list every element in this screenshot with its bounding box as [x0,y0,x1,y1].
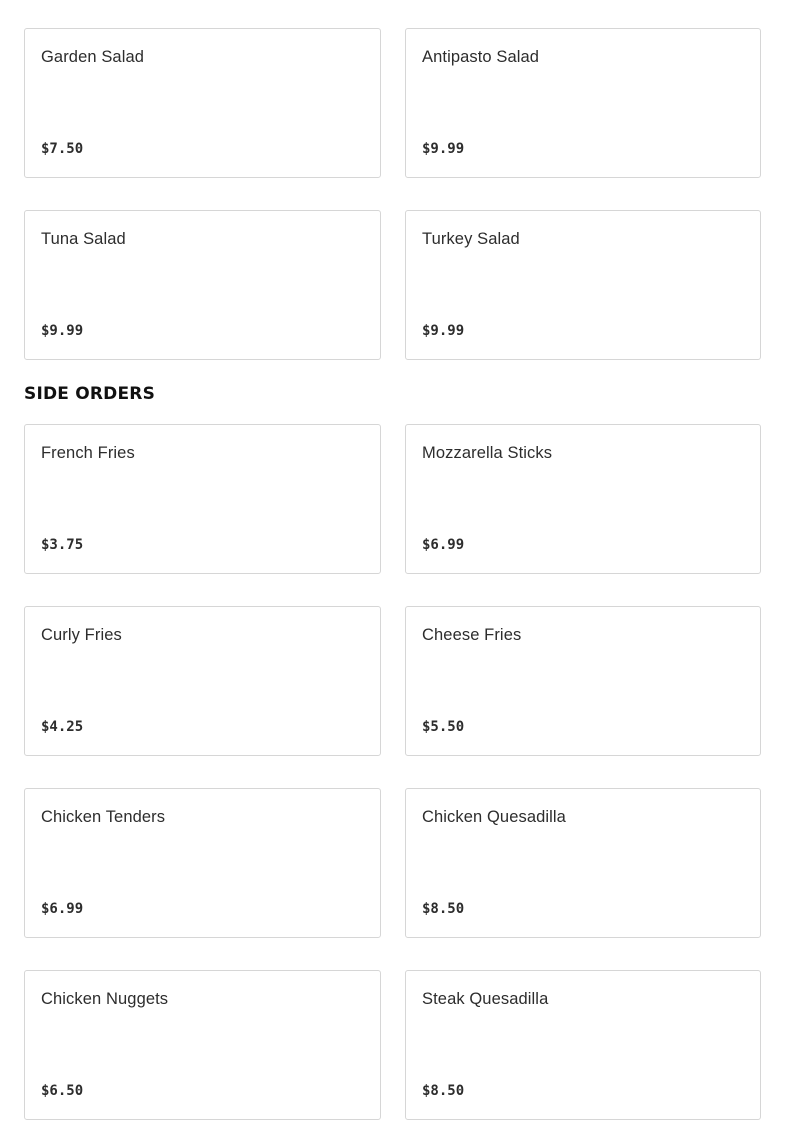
menu-item-card[interactable] [405,970,761,1120]
menu-item-card[interactable] [405,788,761,938]
menu-item-card[interactable] [24,28,381,178]
menu-item-name: Turkey Salad [422,230,520,248]
menu-item-name: French Fries [41,444,135,462]
menu-item-card[interactable] [24,210,381,360]
menu-item-price: $3.75 [41,537,84,553]
menu-item-name: Garden Salad [41,48,145,66]
menu-item-name: Antipasto Salad [422,48,540,66]
menu-item-price: $6.99 [41,901,84,917]
menu-item-card[interactable] [405,28,761,178]
section-heading-side-orders: SIDE ORDERS [24,384,156,404]
menu-item-price: $9.99 [422,141,465,157]
menu-item-price: $8.50 [422,1083,465,1099]
menu-item-price: $9.99 [422,323,465,339]
menu-item-card[interactable] [405,210,761,360]
menu-item-card[interactable] [405,606,761,756]
menu-item-name: Mozzarella Sticks [422,444,553,462]
menu-item-name: Curly Fries [41,626,122,644]
menu-item-card[interactable] [24,606,381,756]
menu-item-name: Chicken Tenders [41,808,166,826]
menu-item-card[interactable] [405,424,761,574]
menu-item-price: $6.99 [422,537,465,553]
menu-item-name: Chicken Quesadilla [422,808,566,826]
menu-item-name: Cheese Fries [422,626,522,644]
menu-item-name: Chicken Nuggets [41,990,169,1008]
menu-item-price: $6.50 [41,1083,84,1099]
menu-item-name: Steak Quesadilla [422,990,549,1008]
menu-item-price: $9.99 [41,323,84,339]
side-orders-menu-grid [24,424,761,1120]
menu-item-price: $5.50 [422,719,465,735]
menu-item-name: Tuna Salad [41,230,126,248]
menu-item-price: $4.25 [41,719,84,735]
menu-item-card[interactable] [24,788,381,938]
menu-item-price: $7.50 [41,141,84,157]
menu-item-card[interactable] [24,970,381,1120]
menu-item-card[interactable] [24,424,381,574]
salads-menu-grid [24,28,761,360]
menu-item-price: $8.50 [422,901,465,917]
